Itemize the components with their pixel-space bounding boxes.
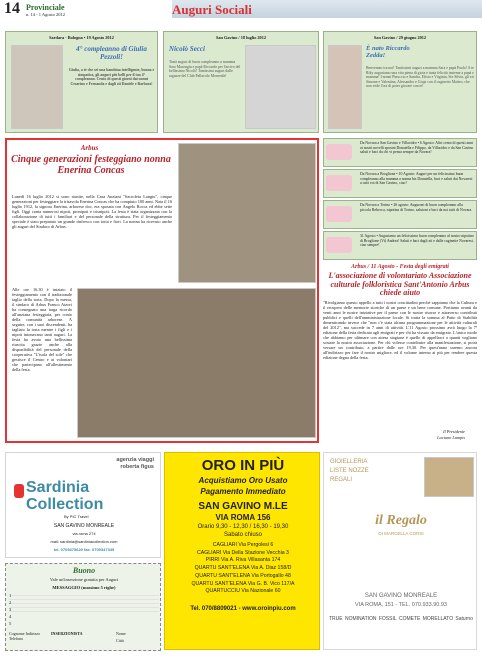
coupon-label-citta: Città [116,638,124,643]
association-kicker: Arbus / 11 Agosto - Festa degli emigrati [351,264,449,270]
gio-brand: NOMINATION [344,616,377,622]
wish-text: Tanti auguri di buon compleanno a mamma Sara Marongiu e papà Riccardo per l'arrivo del bellissimo Nicolò! Tantissimi auguri dalle ragazze del Club Pallavolo Monreale! [169,60,241,78]
gio-brands [329,616,473,622]
association-signature-name: Luciano Lampis [437,435,465,440]
oro-branch: QUARTU SANT'ELENA Via A. Diaz 158/D [194,565,292,572]
gio-line-1: GIOIELLERIA [330,459,368,465]
cake-photo [178,143,316,283]
gio-logo-text: il Regalo [375,513,427,528]
side-wish: Da Novara a Broglione • 10 Agosto: Auguri per un felicissimo buon compleanno alla mamma a nonna bis Donatella, baci e saluti dai Novaresi a tutti voi di San Gavino, ciao! [323,169,477,198]
coupon-footer-left: Cognome Indirizzo Telefono [9,631,40,641]
association-signature-role: Il Presidente [443,429,465,434]
story-column-2: Alle ore 16.30 è iniziato il festeggiamento con il tradizionale taglio della torta. Dopo la messa, il sindaco di Arbus Franco Atzori ha consegnato una targa ricordo all'anziana festeggiata, per conto della comunità arborese. A seguire, con i suoi discendenti, ha tagliato la torta mentre i figli e i nipoti intonavano tanti auguri. La festa ha avuto una bellissima riuscita grazie anche alla disponibilità del personale della cooperativa "L'isola del sole" che gestisce il Centro e ai volontari che partecipano all'allestimento della festa. [12,287,72,372]
wish-photo [11,45,63,129]
brand-logo: Provinciale [26,3,65,12]
gio-brand: FOSSIL [378,616,397,622]
wish-text: Benvenuto tra noi! Tantissimi auguri a mamma Sara e papà Paolo! A te Riky auguriamo una vita piena di gioia e tanta felicità insieme a papà e mamma! I nonni Pinuccio e Sandra, Efisio e Virginia, Ste Silvia, gli zii Simone e Valentina, Alessandro e Giuja con il cuginetto Matteo, che non vede l'ora di poter giocare con te! [366,66,474,88]
cake-icon [326,237,352,253]
coupon-number: 2 [9,600,12,605]
coupon-line [9,599,159,600]
wish-title: È nato Riccardo Zedda! [366,45,410,59]
cake-icon [326,175,352,191]
coupon-subtitle: Vale un'inserzione gratuita per Auguri [49,577,119,582]
cake-icon [326,144,352,160]
oro-phone: Tel. 070/8809021 - www.oroinpiu.com [190,606,296,612]
ad-by: By PIC Travel [64,514,89,519]
oro-branch: QUARTU SANT'ELENA Via G. B. Vico 117/A [191,580,295,587]
section-title: Auguri Sociali [172,2,252,17]
ad-oro-in-piu [164,452,320,650]
oro-branch: CAGLIARI Via Pergolesi 6 [212,542,274,548]
wish-card-3 [323,31,477,133]
coupon-label-nome: Nome [116,631,126,636]
oro-branch: QUARTU SANT'ELENA Via Portogallo 48 [195,572,291,579]
ad-tagline-2: roberta figus [120,464,154,470]
coupon-numbers [9,592,19,628]
wish-card-1 [5,31,158,133]
oro-branches [165,542,321,596]
sardinia-logo-icon [14,484,24,498]
oro-branch: PIRRI Via A. Riva Villasanta 174 [205,557,281,564]
side-wish: 31 Agosto • Auguriamo un felicissimo buon compleanno al nostro nipotino di Broglione (Vi) Andrea! Saluti e baci dagli zii e dalle cuginette Novaresi, ciao sempre! [323,231,477,260]
oro-street: VIA ROMA 156 [215,513,271,522]
coupon-line [9,603,159,604]
gio-brand: MORELLATO [422,616,454,622]
wish-place-date: San Gavino / 29 giugno 2012 [373,35,427,40]
main-story [5,138,319,443]
oro-hours: Orario 9,30 - 12,30 / 16,30 - 19,30 [197,524,289,530]
oro-saturday: Sabato chiuso [223,532,263,538]
oro-brand: ORO IN PIÙ [201,457,285,474]
wish-title: Nicolò Secci [169,45,205,53]
association-story [323,264,477,442]
ad-gioielleria [323,452,477,650]
wish-text: Giulia, a te che sei una bambina intelligente, buona e simpatica, gli auguri più belli per il tuo 4° compleanno. Cento di questi giorni dai nonni Cesarino e Fernanda e dagli zii Daniele e Barbara! [68,68,155,86]
ad-contacts: mail: sardinia@sardiniacollection.com [50,539,118,544]
issue-date: n. 14 - 1 Agosto 2012 [26,12,66,17]
story-title: Cinque generazioni festeggiano nonna Enerina Concas [11,154,171,176]
gio-brand: TRUE [329,616,343,622]
coupon-lines [9,592,159,628]
wish-photo [245,45,316,129]
story-column-1: Lunedì 16 luglio 2012 si sono riunite, nella Casa Anziani "Sacrofeta Langiu", cinque generazioni per festeggiare la trisavola Enerina Concas che ha compiuto 100 anni. Nata il 16 luglio 1912, la signora Enerina, arborese doc, era sposata con Angelo Rocca ed ebbe sette figli. Oggi conta numerosi nipoti, pronipoti e trisnipoti. La festa è stata organizzata con la collaborazione di tutti i familiari e del personale della struttura. Per il festeggiamento speciale è stato preparato un grande rinfresco con torta e fiori. La nonna ha ricevuto anche gli auguri del Sindaco di Arbus. [12,194,172,229]
ad-phone: tel. 0709375620 fax. 0709347345 [53,547,115,552]
coupon [5,563,161,651]
side-wishes [323,138,477,258]
side-wish: Da Novara a Torino • 26 agosto: Auguroni di buon compleanno alla piccola Rebecca, nipotina di Torino, salutoni e baci da noi tutti di Novara. [323,200,477,229]
wish-card-2 [163,31,319,133]
ad-street: via roma 274 [72,531,96,536]
gio-brand: COMETE [398,616,421,622]
coupon-line [9,611,159,612]
gio-brand: Saturno [455,616,473,622]
coupon-line [9,607,159,608]
oro-branch: QUARTUCCIU Via Nazionale 60 [205,588,281,595]
coupon-number: 5 [9,621,12,626]
wish-place-date: San Gavino / 18 luglio 2012 [215,35,267,40]
ad-sardinia-collection [5,452,161,558]
coupon-line [9,595,159,596]
side-wish: Da Novara a San Gavino e Villacidro • 6 Agosto: Altri cento di questi anni ai nostri novelli sposini Donatella e Filippo, da Villacidro e da San Gavino saluti e baci da chi vi pensa sempre da Novara! [323,138,477,167]
wish-place-date: Sardara - Bologna • 19 Agosto 2012 [49,35,114,40]
family-photo [77,288,316,438]
gio-line-3: REGALI [330,477,353,483]
coupon-footer-mid: INSERZIONISTA [51,631,83,636]
story-kicker: Arbus [80,144,99,152]
cake-icon [326,206,352,222]
coupon-number: 1 [9,593,12,598]
ad-city: SAN GAVINO MONREALE [53,523,115,529]
oro-line-2: Pagamento Immediato [200,487,286,496]
ad-brand-2: Collection [26,496,104,513]
gio-street: VIA ROMA, 151 - TEL. 070.933.90.93 [355,602,447,608]
coupon-field-label: MESSAGGIO (massimo 5 righe) [52,585,116,590]
coupon-number: 4 [9,614,12,619]
gio-line-2: LISTE NOZZE [330,468,369,474]
wish-title: 4° compleanno di Giulia Pezzoli! [76,45,147,61]
gio-photo [424,457,474,497]
section-banner [172,0,482,18]
oro-city: SAN GAVINO M.LE [198,501,288,512]
association-title: L'associazione di volontariato Associazione culturale folkloristica Sant'Antonio Arbus chiede aiuto [328,271,472,297]
oro-line-1: Acquistiamo Oro Usato [198,476,288,485]
page-number: 14 [4,0,20,17]
coupon-title: Buono [72,566,96,575]
ad-tagline-1: agenzia viaggi [116,457,154,463]
association-body: "Rivolgiamo questo appello a tutti i nostri concittadini perché sappiamo che la Cultura e il recupero delle memorie storiche di un paese e un bene comune. Portiamo avanti da venti anni le nostre iniziative per il paese con le nostre risorse e attraverso contributi pubblici e quelli dell'amministrazione locale. Si tratta la somma al Patto di Stabilità dimenticando invece che "non c'è stata alcuna programmazione per le attività culturali del 2012", ma succede in 7 anni di attività. L'11 Agosto prossimo avrà luogo la 7ª edizione della festa dedicata agli emigrati e per chi ha vissuto da emigrato. L'unico modo che abbiamo per ultimare con attesa stagione è quello di appellarci a quanti vogliano sostare la nostra associazione. Per chi volesse contribuire alla manifestazione, si potrà versare un contributo, a partire dalle ore 19,30. Per quest'anno saremo ancora all'indirizzo per fare il nostro migliore, ed il volume interno ai più per rendere questa edizione degna della festa. [323,299,477,360]
header [0,0,482,25]
gio-logo-sub: DI MARCELLA CORSI [378,531,424,536]
oro-branch: CAGLIARI Via Della Stazione Vecchia 3 [197,549,289,556]
coupon-number: 3 [9,607,12,612]
wish-photo [328,45,362,129]
gio-city: SAN GAVINO MONREALE [364,593,438,599]
ad-brand-1: Sardinia [26,479,90,496]
